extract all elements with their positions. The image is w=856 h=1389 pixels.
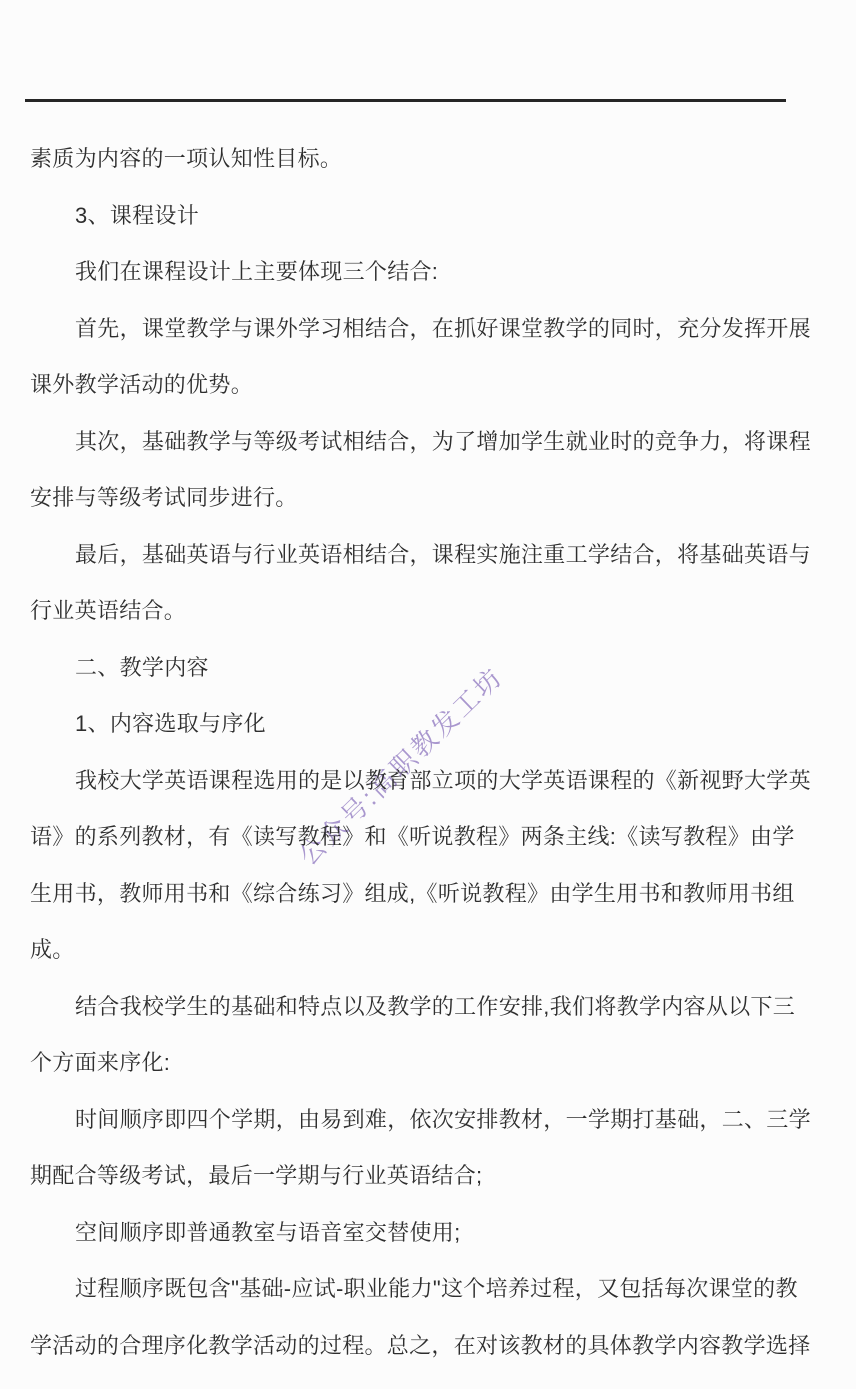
text-line: 其次，基础教学与等级考试相结合，为了增加学生就业时的竞争力，将课程 [75, 428, 811, 454]
text-line: 二、教学内容 [75, 654, 209, 680]
text-line: 结合我校学生的基础和特点以及教学的工作安排,我们将教学内容从以下三 [75, 993, 796, 1019]
text-line: 个方面来序化: [30, 1050, 171, 1075]
text-line: 生用书，教师用书和《综合练习》组成,《听说教程》由学生用书和教师用书组 [30, 880, 795, 906]
text-line: 首先，课堂教学与课外学习相结合，在抓好课堂教学的同时，充分发挥开展 [75, 315, 811, 341]
text-line: 空间顺序即普通教室与语音室交替使用; [75, 1219, 461, 1245]
text-line: 课外教学活动的优势。 [30, 372, 254, 397]
text-line: 行业英语结合。 [30, 598, 187, 623]
text-line: 我们在课程设计上主要体现三个结合: [75, 259, 439, 284]
text-line: 成。 [30, 937, 75, 962]
text-line: 3、课程设计 [75, 202, 200, 228]
text-line: 素质为内容的一项认知性目标。 [30, 146, 343, 171]
document-body [30, 131, 811, 1374]
text-line: 安排与等级考试同步进行。 [30, 485, 298, 510]
text-line: 我校大学英语课程选用的是以教育部立项的大学英语课程的《新视野大学英 [75, 767, 811, 793]
diagonal-watermark: 公众号:高职教发工坊 [293, 661, 510, 872]
page-top-rule [25, 99, 786, 102]
text-line: 过程顺序既包含"基础-应试-职业能力"这个培养过程，又包括每次课堂的教 [75, 1276, 798, 1301]
text-line: 语》的系列教材，有《读写教程》和《听说教程》两条主线:《读写教程》由学 [30, 824, 795, 849]
text-line: 学活动的合理序化教学活动的过程。总之，在对该教材的具体教学内容教学选择 [30, 1332, 811, 1358]
text-line: 期配合等级考试，最后一学期与行业英语结合; [30, 1163, 483, 1188]
text-line: 时间顺序即四个学期，由易到难，依次安排教材，一学期打基础，二、三学 [75, 1106, 811, 1132]
text-line: 1、内容选取与序化 [75, 711, 266, 736]
text-line: 最后，基础英语与行业英语相结合，课程实施注重工学结合，将基础英语与 [75, 541, 811, 567]
